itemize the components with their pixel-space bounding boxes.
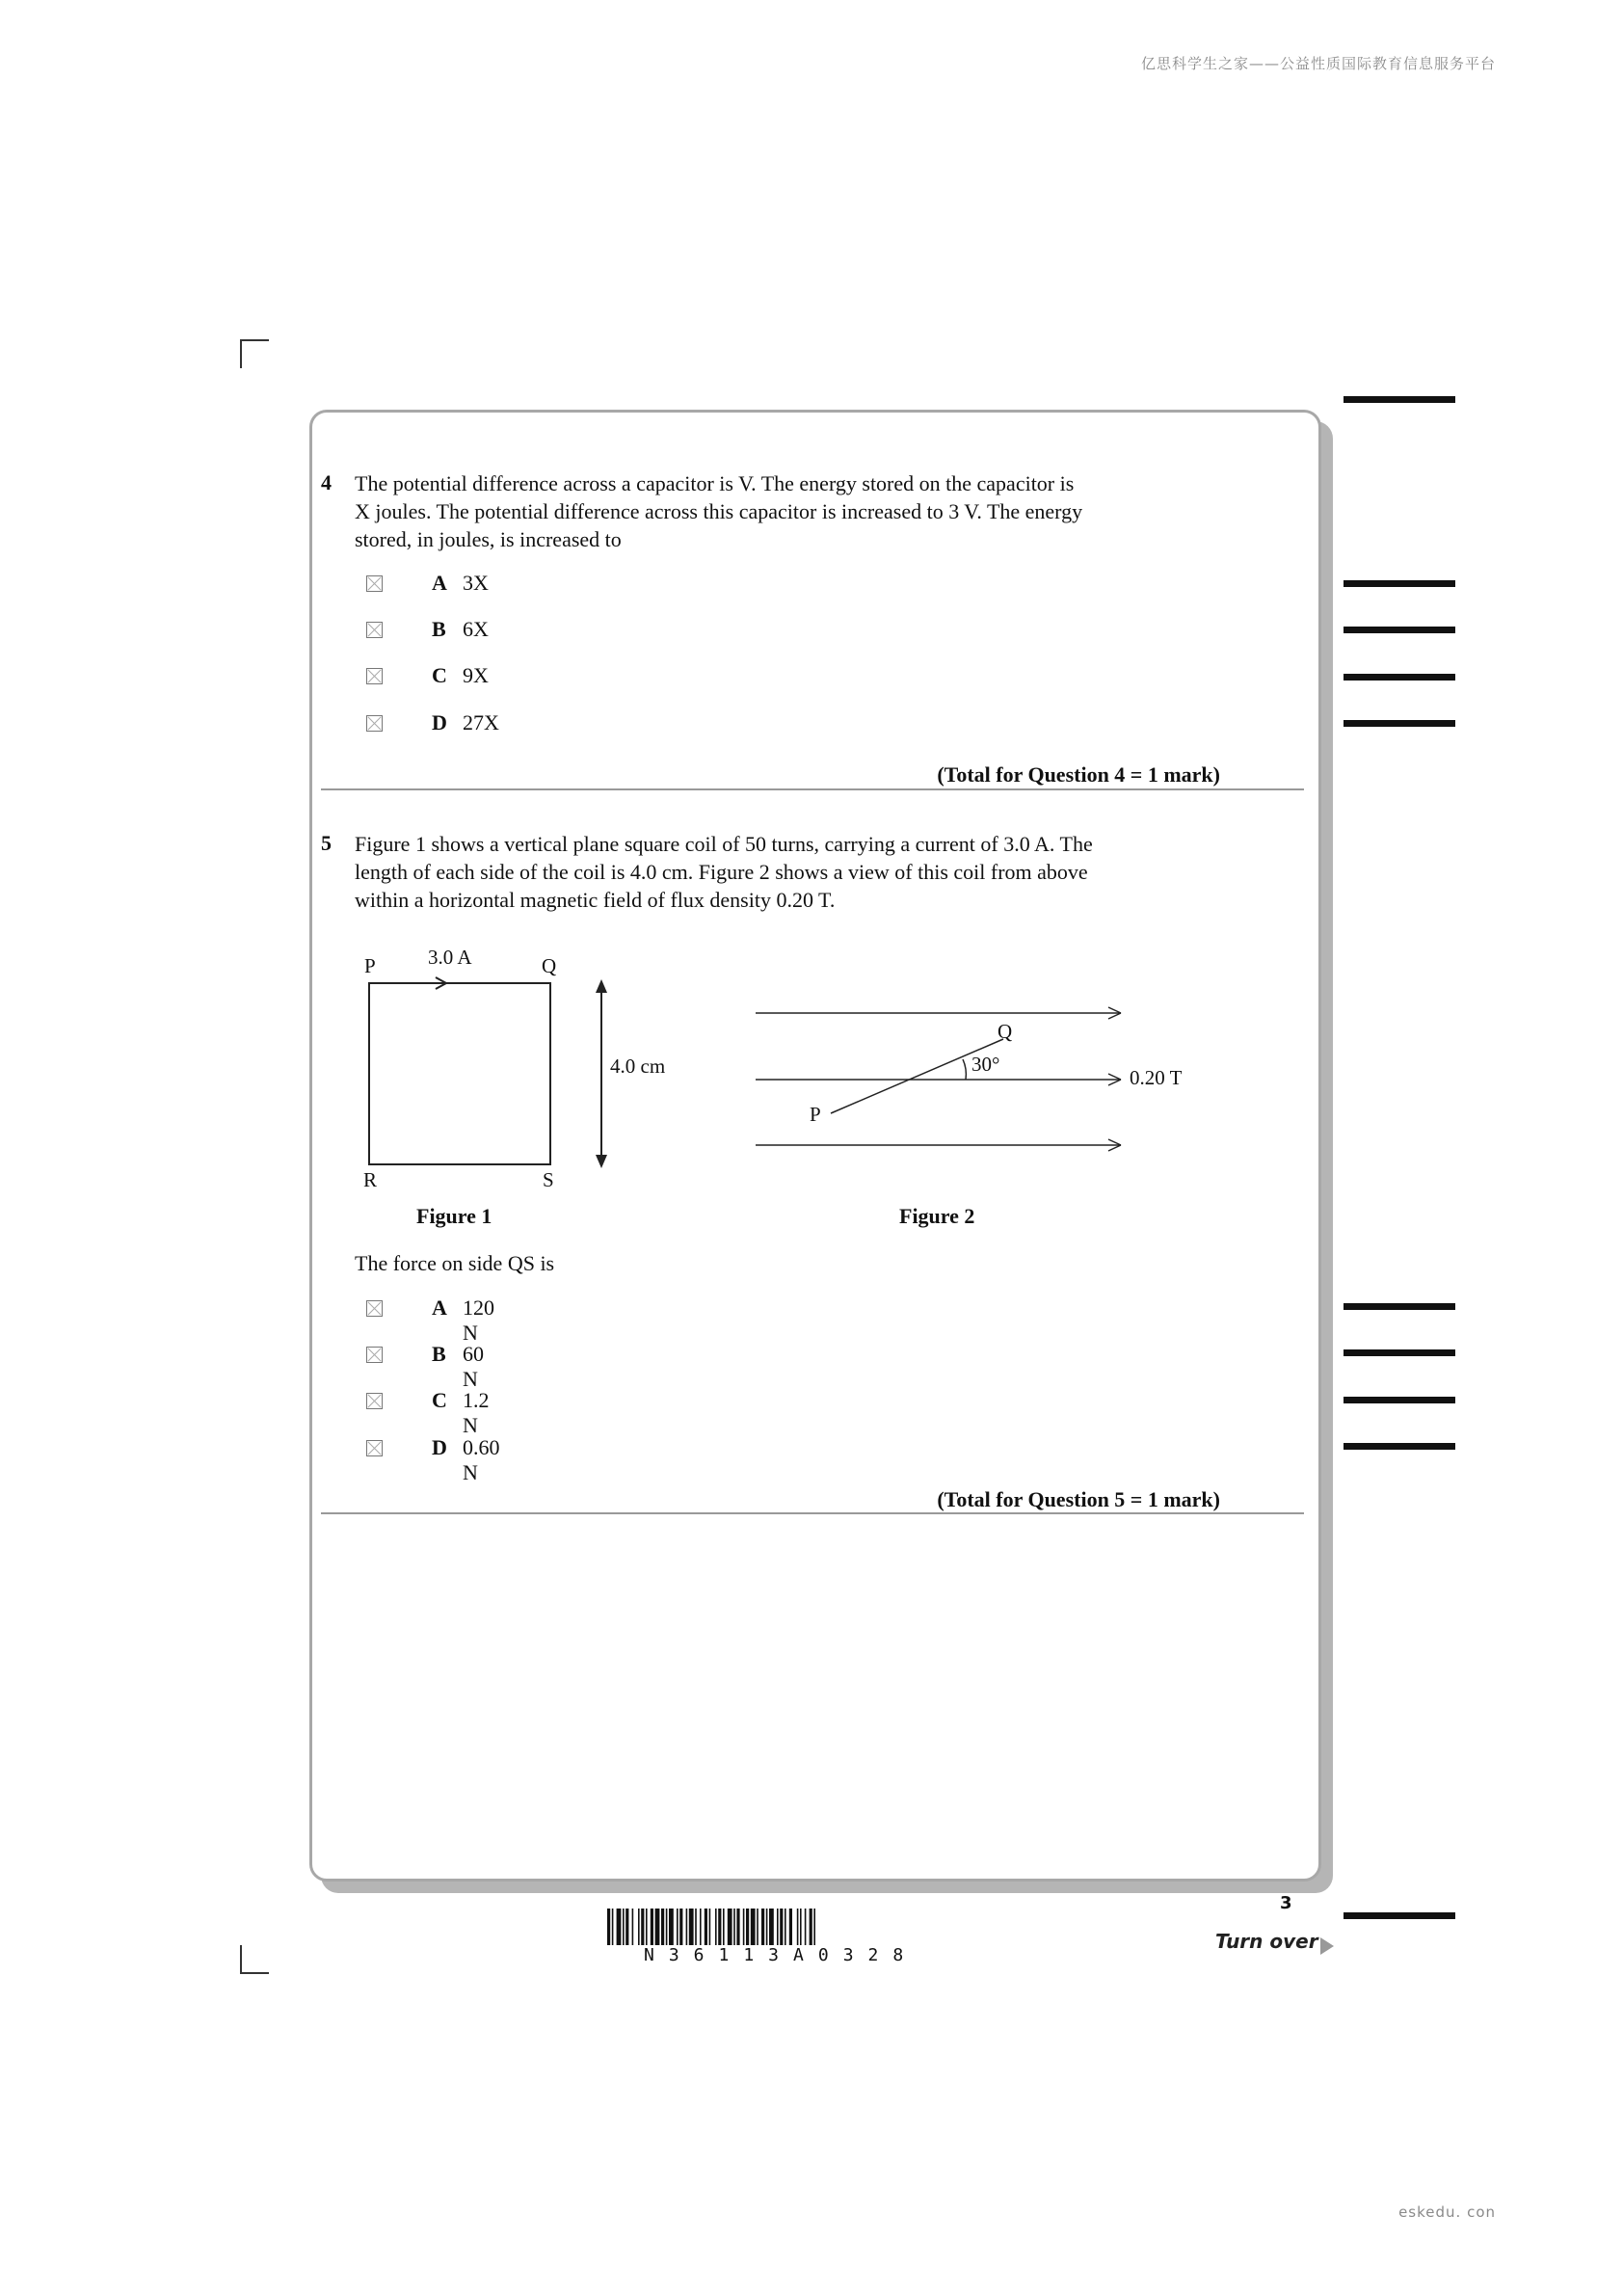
question-5-number: 5 <box>321 831 332 855</box>
margin-bar <box>1344 720 1455 727</box>
question-5-text <box>355 830 1093 914</box>
barcode-bar <box>655 1909 660 1945</box>
option-letter: B <box>432 617 446 641</box>
fig2-label-q: Q <box>998 1020 1013 1043</box>
barcode <box>607 1909 1031 1947</box>
option-letter: A <box>432 1295 447 1320</box>
figure-2-diagram <box>742 993 1147 1176</box>
barcode-bar <box>623 1909 625 1945</box>
barcode-bar <box>617 1909 622 1945</box>
margin-bar <box>1344 1443 1455 1450</box>
question-4-line: The potential difference across a capacitor is V. The energy stored on the capacitor is <box>355 471 1075 495</box>
barcode-bar <box>718 1909 721 1945</box>
barcode-bar <box>669 1909 674 1945</box>
barcode-bar <box>661 1909 664 1945</box>
barcode-bar <box>766 1909 768 1945</box>
question-5-line: within a horizontal magnetic field of flux density 0.20 T. <box>355 888 836 912</box>
fig1-label-r: R <box>363 1168 378 1191</box>
question-5-line: Figure 1 shows a vertical plane square coil of 50 turns, carrying a current of 3.0 A. The <box>355 832 1093 856</box>
question-5-prompt: The force on side QS is <box>355 1251 555 1275</box>
crop-mark-top-vertical <box>240 339 242 368</box>
option-text: 27X <box>463 710 499 734</box>
fig1-label-q: Q <box>542 954 557 977</box>
barcode-bar <box>800 1909 802 1945</box>
margin-bar <box>1344 1349 1455 1356</box>
barcode-bar <box>805 1909 807 1945</box>
question-5-total: (Total for Question 5 = 1 mark) <box>937 1487 1220 1511</box>
option-text: 60 N <box>463 1342 484 1391</box>
answer-checkbox[interactable] <box>366 715 383 732</box>
option-letter: B <box>432 1342 446 1366</box>
option-text: 9X <box>463 663 489 687</box>
barcode-bar <box>797 1909 799 1945</box>
option-letter: C <box>432 663 447 687</box>
answer-checkbox[interactable] <box>366 1300 383 1317</box>
barcode-bar <box>646 1909 648 1945</box>
barcode-bar <box>705 1909 707 1945</box>
question-5-line: length of each side of the coil is 4.0 cm. Figure 2 shows a view of this coil from above <box>355 860 1088 884</box>
answer-checkbox[interactable] <box>366 575 383 592</box>
divider-line <box>321 788 1304 790</box>
crop-mark-top <box>240 339 269 341</box>
margin-bar <box>1344 1912 1455 1919</box>
turn-over-arrow-icon <box>1320 1937 1334 1955</box>
barcode-bar <box>813 1909 815 1945</box>
page-number: 3 <box>1280 1893 1292 1913</box>
margin-bar <box>1344 580 1455 587</box>
barcode-bar <box>695 1909 697 1945</box>
crop-mark-bottom <box>240 1972 269 1974</box>
barcode-bar <box>607 1909 610 1945</box>
fig1-label-current: 3.0 A <box>428 946 472 969</box>
figure-1-caption: Figure 1 <box>416 1204 492 1228</box>
option-text: 0.60 N <box>463 1435 500 1484</box>
barcode-bar <box>757 1909 758 1945</box>
margin-bar <box>1344 396 1455 403</box>
barcode-bar <box>651 1909 653 1945</box>
barcode-bar <box>625 1909 628 1945</box>
option-letter: C <box>432 1388 447 1412</box>
barcode-bar <box>709 1909 711 1945</box>
barcode-bar <box>728 1909 732 1945</box>
barcode-bar <box>715 1909 717 1945</box>
question-4-total: (Total for Question 4 = 1 mark) <box>937 762 1220 787</box>
option-letter: D <box>432 1435 447 1459</box>
barcode-bar <box>785 1909 786 1945</box>
barcode-bar <box>746 1909 749 1945</box>
question-4-line: stored, in joules, is increased to <box>355 527 622 551</box>
side-length-arrowhead-up <box>596 979 607 993</box>
question-4-number: 4 <box>321 470 332 494</box>
margin-bar <box>1344 1397 1455 1403</box>
figure-2-caption: Figure 2 <box>899 1204 975 1228</box>
option-text: 6X <box>463 617 489 641</box>
coil-square <box>369 983 550 1164</box>
fig1-label-p: P <box>364 954 376 977</box>
option-text: 120 N <box>463 1295 494 1345</box>
barcode-bar <box>723 1909 725 1945</box>
answer-checkbox[interactable] <box>366 1393 383 1409</box>
barcode-bar <box>641 1909 644 1945</box>
question-4-line: X joules. The potential difference across this capacitor is increased to 3 V. The energy <box>355 499 1083 523</box>
option-text: 3X <box>463 571 489 595</box>
barcode-bar <box>769 1909 774 1945</box>
barcode-bar <box>612 1909 614 1945</box>
option-text: 1.2 N <box>463 1388 490 1437</box>
answer-checkbox[interactable] <box>366 668 383 684</box>
option-letter: A <box>432 571 447 595</box>
option-letter: D <box>432 710 447 734</box>
margin-bar <box>1344 674 1455 681</box>
barcode-bar <box>733 1909 735 1945</box>
fig2-label-p: P <box>810 1103 821 1126</box>
fig1-label-s: S <box>543 1168 554 1191</box>
barcode-bar <box>761 1909 764 1945</box>
barcode-bar <box>743 1909 745 1945</box>
barcode-bar <box>780 1909 783 1945</box>
barcode-bar <box>777 1909 779 1945</box>
barcode-text: N36113A0328 <box>644 1945 918 1965</box>
barcode-bar <box>679 1909 682 1945</box>
answer-checkbox[interactable] <box>366 622 383 638</box>
barcode-bar <box>638 1909 640 1945</box>
angle-arc <box>963 1059 966 1080</box>
barcode-bar <box>632 1909 634 1945</box>
turn-over-label: Turn over <box>1215 1930 1318 1953</box>
barcode-bar <box>789 1909 792 1945</box>
barcode-bar <box>700 1909 702 1945</box>
margin-bar <box>1344 1303 1455 1310</box>
fig2-label-angle: 30° <box>971 1053 1000 1076</box>
barcode-bar <box>751 1909 756 1945</box>
divider-line <box>321 1512 1304 1514</box>
question-4-text <box>355 469 1082 553</box>
footer-watermark: eskedu. con <box>1398 2203 1496 2221</box>
barcode-bar <box>686 1909 688 1945</box>
answer-checkbox[interactable] <box>366 1347 383 1363</box>
margin-bar <box>1344 627 1455 633</box>
barcode-bar <box>689 1909 694 1945</box>
crop-mark-bottom-vertical <box>240 1945 242 1974</box>
answer-checkbox[interactable] <box>366 1440 383 1456</box>
header-watermark: 亿思科学生之家——公益性质国际教育信息服务平台 <box>1140 55 1496 72</box>
barcode-bar <box>736 1909 739 1945</box>
fig2-label-field: 0.20 T <box>1130 1066 1183 1089</box>
side-length-arrowhead-down <box>596 1155 607 1168</box>
barcode-bar <box>666 1909 668 1945</box>
barcode-bar <box>810 1909 812 1945</box>
barcode-bar <box>677 1909 678 1945</box>
fig1-label-side: 4.0 cm <box>610 1055 666 1078</box>
